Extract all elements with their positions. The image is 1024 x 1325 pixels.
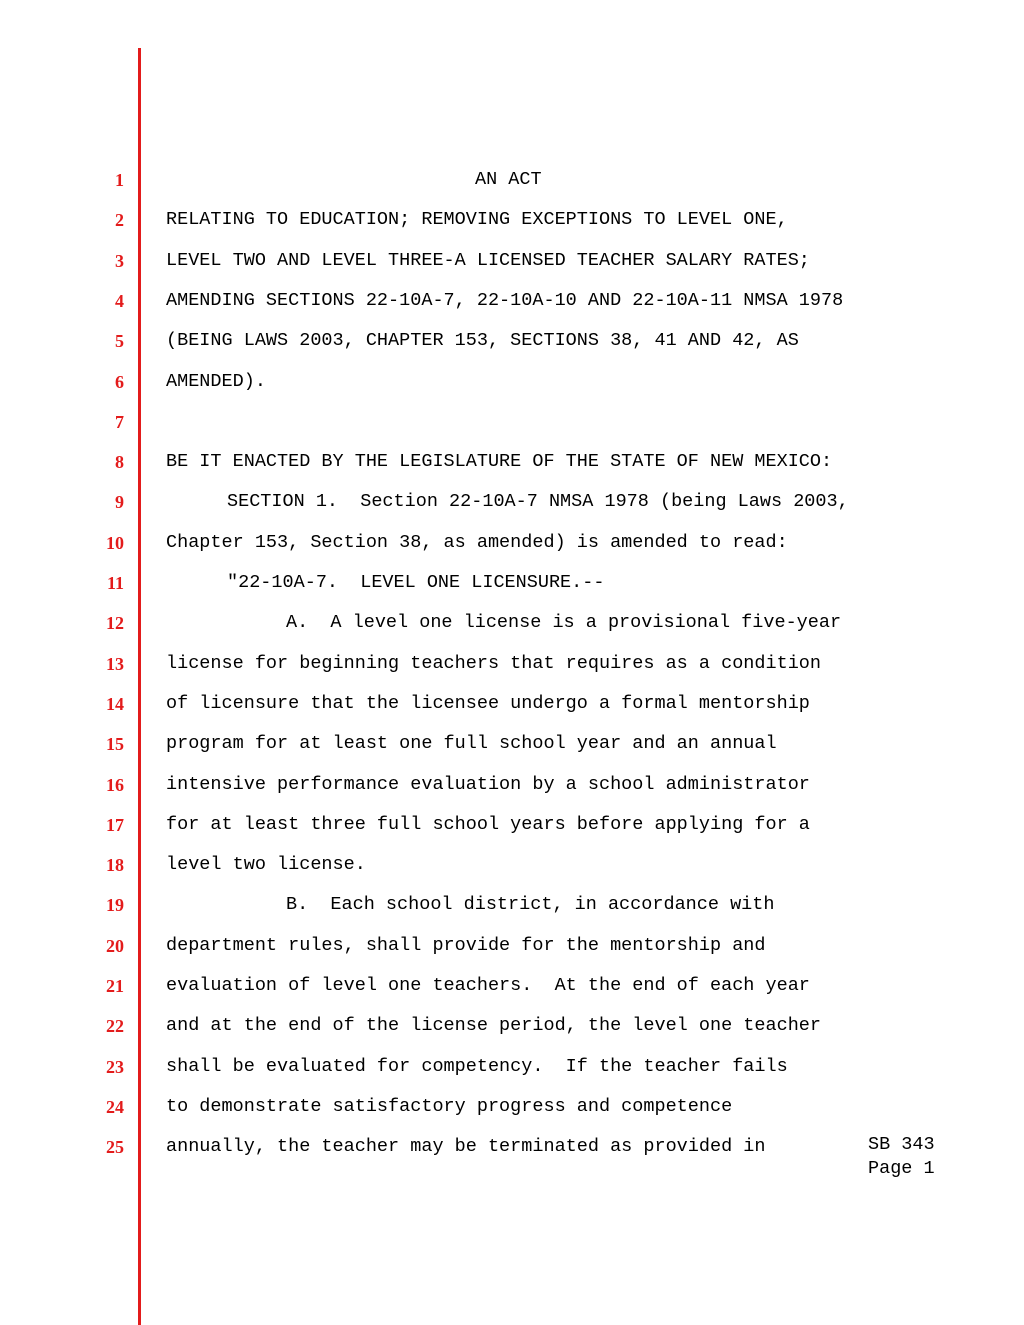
line-number: 7 [115, 411, 124, 432]
bill-text-line: RELATING TO EDUCATION; REMOVING EXCEPTIONS TO LEVEL ONE, [166, 209, 788, 231]
line-number: 2 [115, 210, 124, 231]
page-label: Page 1 [868, 1158, 935, 1179]
bill-text-line: annually, the teacher may be terminated as provided in [166, 1136, 766, 1158]
line-number: 9 [115, 492, 124, 513]
bill-text-line: shall be evaluated for competency. If the teacher fails [166, 1055, 788, 1077]
bill-text-line: A. A level one license is a provisional five-year [286, 612, 842, 634]
line-number: 14 [106, 693, 124, 714]
line-number: 24 [106, 1096, 124, 1117]
bill-text-line: SECTION 1. Section 22-10A-7 NMSA 1978 (being Laws 2003, [227, 491, 849, 513]
line-number: 4 [115, 290, 124, 311]
line-number: 16 [106, 774, 124, 795]
bill-text-line: AMENDING SECTIONS 22-10A-7, 22-10A-10 AND 22-10A-11 NMSA 1978 [166, 289, 844, 311]
margin-rule [138, 48, 141, 1325]
line-number: 22 [106, 1016, 124, 1037]
line-number: 6 [115, 371, 124, 392]
line-number: 11 [106, 573, 124, 593]
line-number: 20 [106, 935, 124, 956]
bill-text-line: evaluation of level one teachers. At the end of each year [166, 975, 810, 996]
bill-text-line: BE IT ENACTED BY THE LEGISLATURE OF THE STATE OF NEW MEXICO: [166, 451, 833, 473]
bill-text-line: to demonstrate satisfactory progress and competence [166, 1095, 733, 1117]
line-number: 12 [106, 613, 124, 634]
line-number: 21 [106, 976, 124, 996]
line-number: 19 [106, 895, 124, 916]
line-number: 10 [106, 532, 124, 553]
bill-text-line: department rules, shall provide for the mentorship and [166, 934, 766, 956]
page-footer [868, 1133, 935, 1181]
bill-text-line: for at least three full school years before applying for a [166, 813, 810, 835]
bill-number: SB 343 [868, 1134, 935, 1155]
line-number: 15 [106, 734, 124, 755]
bill-text-line: B. Each school district, in accordance with [286, 894, 775, 916]
bill-text-line: AMENDED). [166, 370, 266, 392]
bill-text-line: license for beginning teachers that requires as a condition [166, 652, 822, 674]
line-number: 17 [106, 814, 124, 835]
bill-text-line: AN ACT [475, 169, 542, 190]
bill-text-line: "22-10A-7. LEVEL ONE LICENSURE.-- [227, 572, 605, 593]
line-number: 8 [115, 452, 124, 473]
line-number: 13 [106, 653, 124, 674]
bill-text-line: of licensure that the licensee undergo a formal mentorship [166, 692, 810, 714]
bill-text-line: program for at least one full school year and an annual [166, 733, 777, 755]
line-number: 3 [115, 250, 124, 271]
line-number: 1 [115, 170, 124, 190]
bill-text-line: Chapter 153, Section 38, as amended) is amended to read: [166, 531, 788, 553]
line-number: 25 [106, 1137, 124, 1158]
bill-text-line: level two license. [166, 854, 366, 876]
bill-text-line: LEVEL TWO AND LEVEL THREE-A LICENSED TEACHER SALARY RATES; [166, 249, 810, 271]
line-number: 5 [115, 331, 124, 352]
line-number: 23 [106, 1056, 124, 1077]
bill-text-line: intensive performance evaluation by a school administrator [166, 773, 810, 795]
bill-text-line: (BEING LAWS 2003, CHAPTER 153, SECTIONS 38, 41 AND 42, AS [166, 330, 799, 352]
line-number: 18 [106, 855, 124, 876]
bill-text-line: and at the end of the license period, the level one teacher [166, 1015, 822, 1037]
